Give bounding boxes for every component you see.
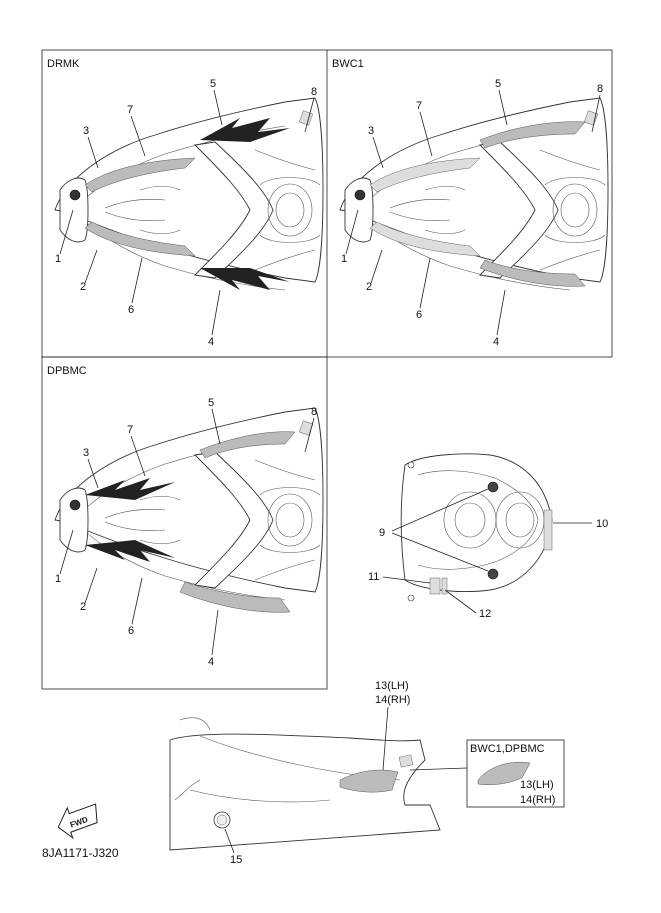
bwc1-callout-2: 2	[366, 281, 373, 293]
side-view	[170, 680, 564, 866]
dpbmc-title: DPBMC	[47, 365, 87, 377]
drmk-callout-8: 8	[311, 86, 318, 98]
inset-title: BWC1,DPBMC	[470, 743, 545, 755]
drmk-callout-2: 2	[80, 281, 87, 293]
deck-callout-10: 10	[596, 518, 609, 530]
fwd-arrow-icon	[53, 798, 104, 841]
inset-label-14: 14(RH)	[520, 794, 556, 806]
dpbmc-callout-5: 5	[208, 397, 215, 409]
dpbmc-callout-6: 6	[128, 625, 135, 637]
fwd-label: FWD	[68, 814, 90, 830]
dpbmc-callout-3: 3	[83, 447, 90, 459]
deck-callout-12: 12	[479, 608, 492, 620]
drmk-title: DRMK	[47, 58, 80, 70]
inset-label-13: 13(LH)	[520, 779, 554, 791]
side-label-13: 13(LH)	[375, 680, 409, 692]
side-label-14: 14(RH)	[375, 694, 411, 706]
decal-11	[430, 578, 440, 594]
bwc1-callout-3: 3	[368, 125, 375, 137]
dpbmc-callout-2: 2	[80, 601, 87, 613]
drmk-callout-5: 5	[210, 78, 217, 90]
dpbmc-callout-7: 7	[127, 424, 134, 436]
dpbmc-callout-4: 4	[208, 656, 215, 668]
dpbmc-callout-1: 1	[55, 573, 62, 585]
side-label-15: 15	[230, 854, 243, 866]
bwc1-callout-7: 7	[416, 100, 423, 112]
bwc1-callout-8: 8	[597, 83, 604, 95]
bwc1-callout-6: 6	[416, 309, 423, 321]
deck-view	[368, 454, 608, 620]
bwc1-callout-4: 4	[493, 336, 500, 348]
drmk-panel	[47, 58, 323, 348]
dpbmc-callout-8: 8	[311, 406, 318, 418]
bwc1-title: BWC1	[332, 58, 364, 70]
dpbmc-decal-4	[180, 582, 290, 612]
deck-callout-9: 9	[379, 527, 386, 539]
bwc1-callout-5: 5	[495, 78, 502, 90]
drmk-callout-3: 3	[83, 125, 90, 137]
drmk-callout-7: 7	[127, 104, 134, 116]
decal-12	[442, 578, 447, 594]
drawing-code: 8JA1171-J320	[42, 846, 119, 860]
drmk-callout-6: 6	[128, 304, 135, 316]
decal-10	[544, 510, 552, 550]
drmk-callout-4: 4	[208, 336, 215, 348]
dpbmc-panel	[47, 365, 323, 668]
drmk-callout-1: 1	[55, 253, 62, 265]
bwc1-panel	[332, 58, 608, 348]
bwc1-callout-1: 1	[341, 253, 348, 265]
deck-callout-11: 11	[368, 571, 380, 583]
